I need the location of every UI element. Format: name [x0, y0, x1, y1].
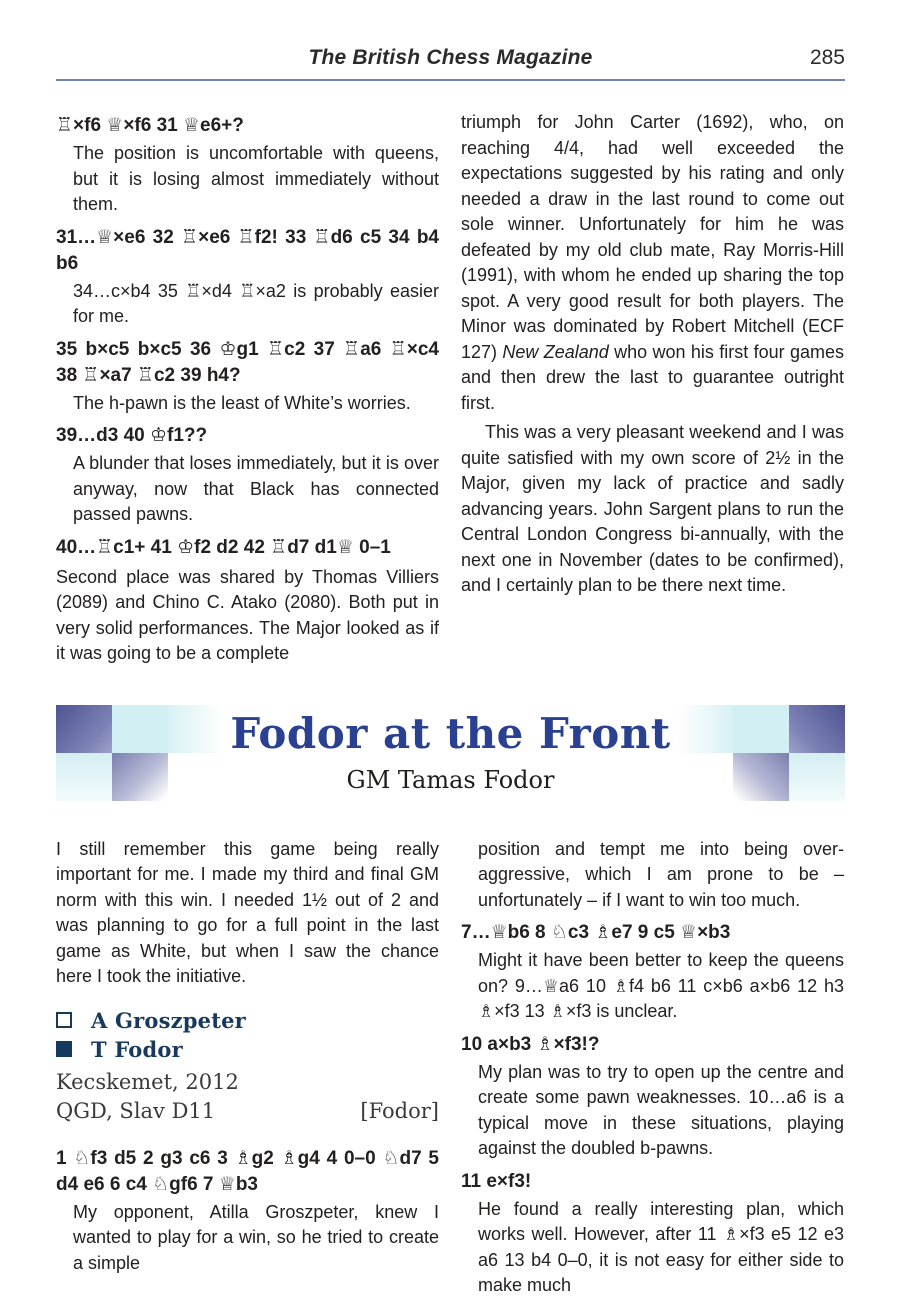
feature-right-column — [461, 833, 844, 1306]
running-head — [56, 0, 845, 81]
black-player-name: T Fodor — [91, 1036, 183, 1062]
paragraph-text: who won his first four games and then drew the last to guarantee outright first. — [461, 341, 845, 413]
game-header — [56, 1006, 439, 1064]
white-player-row — [56, 1006, 439, 1035]
annotator-credit: [Fodor] — [360, 1098, 439, 1123]
italic-publication-name: New Zealand — [502, 341, 609, 362]
top-article-right-column — [461, 106, 844, 667]
magazine-title: The British Chess Magazine — [308, 46, 593, 69]
move-line: 11 e×f3! — [461, 1170, 532, 1192]
annotation: The h-pawn is the least of White’s worries. — [73, 392, 411, 413]
body-paragraph: Second place was shared by Thomas Villiers (2089) and Chino C. Atako (2080). Both put in very solid performances. The Major looked as if it was going to be a complete — [56, 566, 439, 663]
move-line: 1 ♘f3 d5 2 g3 c6 3 ♗g2 ♗g4 4 0–0 ♘d7 5 d4 e6 6 c4 ♘gf6 7 ♕b3 — [56, 1147, 439, 1195]
intro-paragraph: I still remember this game being really important for me. I made my third and final GM norm with this win. I needed 1½ out of 2 and was planning to go for a full point in the last game as White, but when I saw the chance here I took the initiative. — [56, 838, 439, 986]
annotation: My plan was to try to open up the centre and create some pawn weaknesses. 10…a6 is a typical move in these situations, playing against the doubled b-pawns. — [478, 1061, 844, 1158]
feature-banner — [56, 701, 845, 819]
feature-title: Fodor at the Front — [230, 708, 671, 758]
black-square-icon — [56, 1041, 72, 1057]
annotation: He found a really interesting plan, which works well. However, after 11 ♗×f3 e5 12 e3 a6 13 b4 0–0, it is not easy for either side to make much — [478, 1198, 844, 1295]
move-line: 40…♖c1+ 41 ♔f2 d2 42 ♖d7 d1♕ 0–1 — [56, 536, 391, 558]
move-line: 35 b×c5 b×c5 36 ♔g1 ♖c2 37 ♖a6 ♖×c4 38 ♖×a7 ♖c2 39 h4? — [56, 338, 439, 386]
feature-author: GM Tamas Fodor — [346, 765, 555, 794]
feature-article — [56, 833, 845, 1306]
white-player-name: A Groszpeter — [91, 1007, 246, 1033]
opening-line — [56, 1097, 439, 1126]
move-line: ♖×f6 ♕×f6 31 ♕e6+? — [56, 115, 244, 136]
feature-left-column — [56, 833, 439, 1306]
move-line: 10 a×b3 ♗×f3!? — [461, 1033, 600, 1055]
header-rule — [56, 79, 845, 81]
annotation: A blunder that loses immediately, but it is over anyway, now that Black has connected passed pawns. — [73, 453, 439, 524]
white-square-icon — [56, 1012, 72, 1028]
annotation: The position is uncomfortable with queens, but it is losing almost immediately without them. — [73, 143, 439, 214]
move-line: 7…♕b6 8 ♘c3 ♗e7 9 c5 ♕×b3 — [461, 922, 731, 943]
opening-name: QGD, Slav D11 — [56, 1098, 216, 1123]
body-paragraph — [461, 110, 844, 416]
annotation: 34…c×b4 35 ♖×d4 ♖×a2 is probably easier for me. — [73, 280, 439, 326]
annotation: Might it have been better to keep the queens on? 9…♕a6 10 ♗f4 b6 11 c×b6 a×b6 12 h3 ♗×f3 13 ♗×f3 is unclear. — [478, 950, 844, 1021]
paragraph-text: triumph for John Carter (1692), who, on reaching 4/4, had well exceeded the expectations suggested by his rating and only needed a draw in the last round to come out sole winner. Unfortunately for him he was defeated by my old club mate, Ray Morris-Hill (1991), with whom he ended up sharing the top spot. A very good result for both players. The Minor was dominated by Robert Mitchell (ECF 127) — [461, 112, 844, 362]
move-line: 31…♕×e6 32 ♖×e6 ♖f2! 33 ♖d6 c5 34 b4 b6 — [56, 226, 439, 274]
event-line: Kecskemet, 2012 — [56, 1069, 239, 1094]
top-article — [56, 106, 845, 667]
annotation: My opponent, Atilla Groszpeter, knew I wanted to play for a win, so he tried to create a simple — [73, 1201, 439, 1273]
annotation: position and tempt me into being over-aggressive, which I am prone to be – unfortunately – if I want to win too much. — [478, 838, 844, 910]
top-article-left-column — [56, 106, 439, 667]
body-paragraph: This was a very pleasant weekend and I was quite satisfied with my own score of 2½ in the Major, given my lack of practice and sadly advancing years. John Sargent plans to run the Central London Congress bi-annually, with the next one in November (dates to be confirmed), and I certainly plan to be there next time. — [461, 422, 844, 595]
move-line: 39…d3 40 ♔f1?? — [56, 425, 208, 446]
page-number: 285 — [809, 46, 845, 69]
black-player-row — [56, 1035, 439, 1064]
